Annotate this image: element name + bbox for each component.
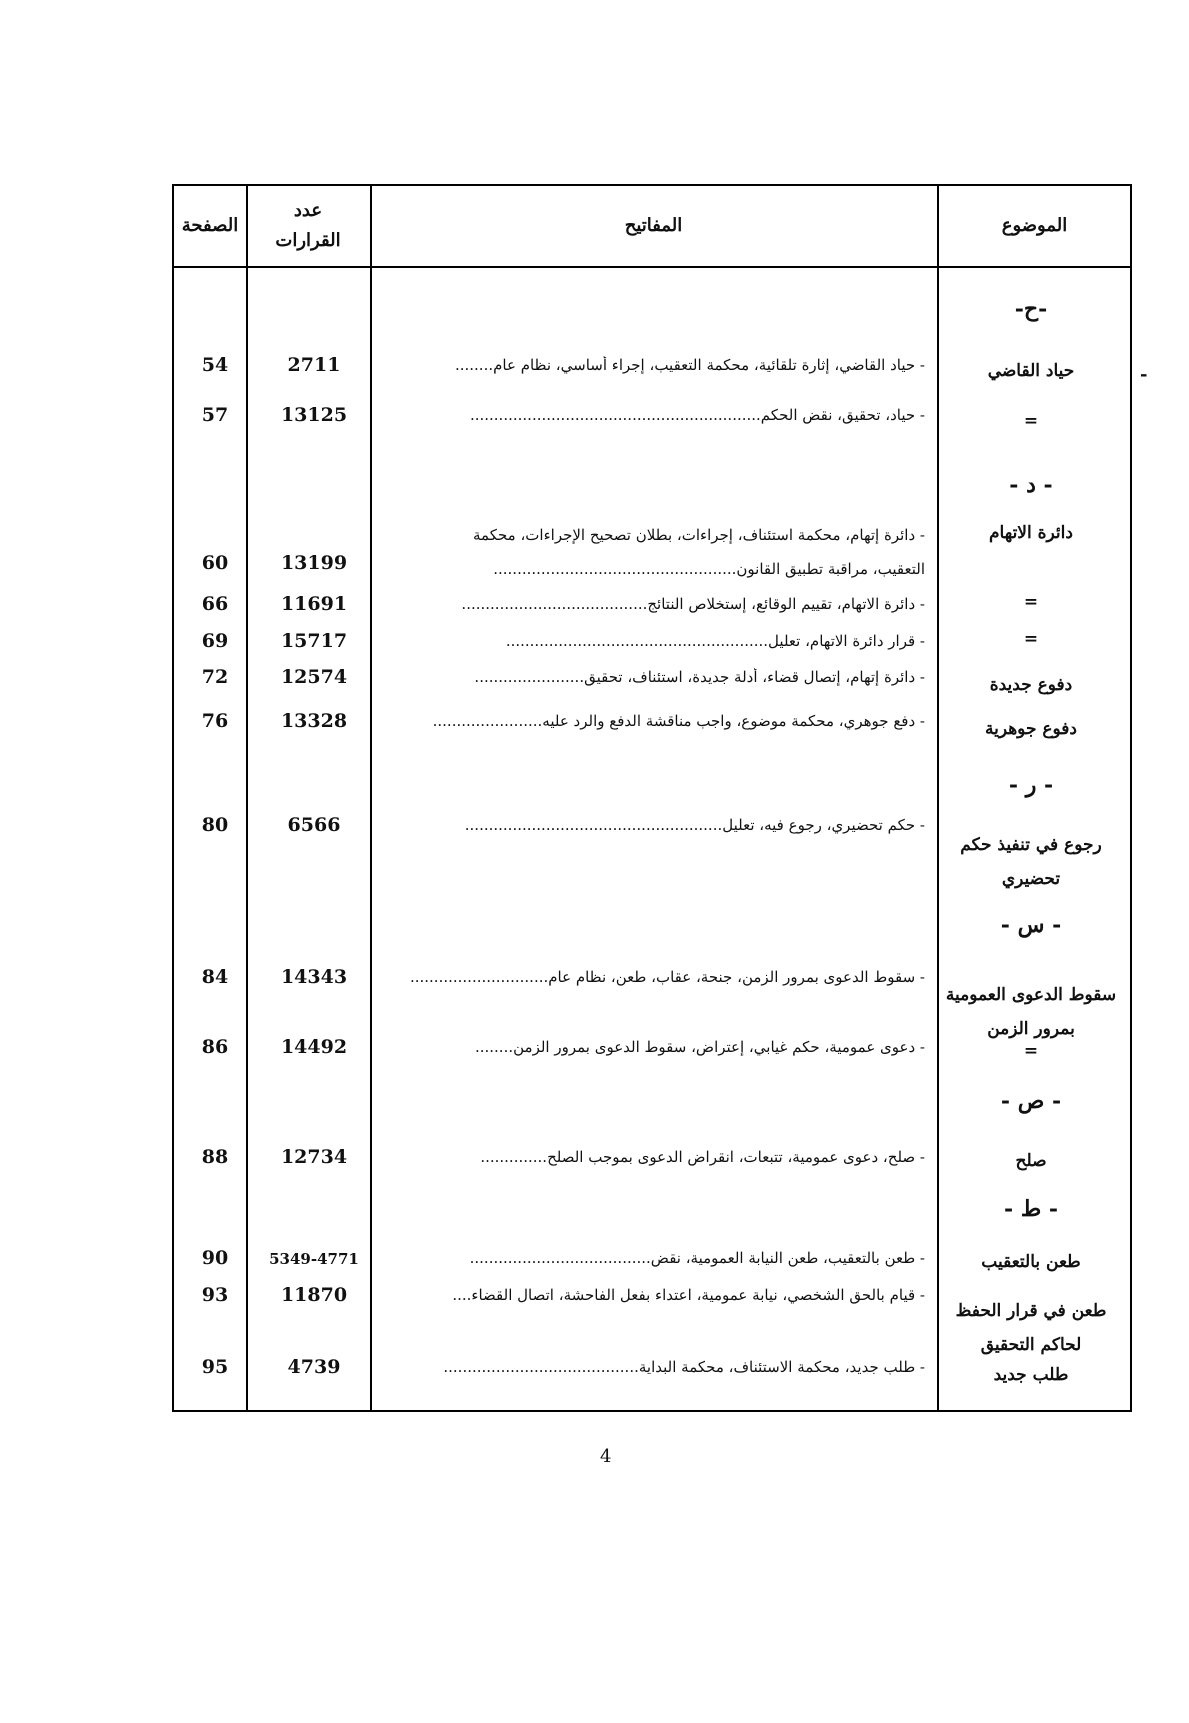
subject-cell: = bbox=[1023, 629, 1039, 649]
subject-cell: = bbox=[1023, 592, 1039, 612]
header-keywords bbox=[370, 186, 937, 266]
subject-cell: = bbox=[1023, 411, 1039, 431]
decision-number-cell: 11691 bbox=[280, 593, 348, 615]
keywords-cell: - حكم تحضيري، رجوع فيه، تعليل...................................................... bbox=[464, 816, 925, 834]
page-number-cell: 88 bbox=[201, 1146, 229, 1168]
page-number-cell: 80 bbox=[201, 814, 229, 836]
header-subject bbox=[937, 186, 1132, 266]
keywords-cell-continued: التعقيب، مراقبة تطبيق القانون................................................... bbox=[493, 560, 925, 578]
page-number-cell: 72 bbox=[201, 666, 229, 688]
subject-cell: صلح bbox=[1015, 1151, 1047, 1171]
page-number-cell: 95 bbox=[201, 1356, 229, 1378]
subject-cell: دفوع جديدة bbox=[989, 675, 1073, 695]
page-number-cell: 60 bbox=[201, 552, 229, 574]
decision-number-cell: 4739 bbox=[287, 1356, 341, 1378]
keywords-cell: - قرار دائرة الاتهام، تعليل....................................................... bbox=[505, 632, 925, 650]
keywords-cell: - دائرة إتهام، محكمة استئناف، إجراءات، بطلان تصحيح الإجراءات، محكمة bbox=[472, 526, 925, 544]
subject-cell: طلب جديد bbox=[993, 1365, 1069, 1385]
page-number-cell: 69 bbox=[201, 630, 229, 652]
decision-number-cell: 15717 bbox=[280, 630, 348, 652]
decision-number-cell: 13125 bbox=[280, 404, 348, 426]
decision-number-cell: 12574 bbox=[280, 666, 348, 688]
decision-number-cell: 6566 bbox=[287, 814, 341, 836]
page-number-cell: 90 bbox=[201, 1247, 229, 1269]
header-page-label: الصفحة bbox=[181, 215, 239, 236]
keywords-cell: - طلب جديد، محكمة الاستئناف، محكمة البداية......................................... bbox=[443, 1358, 925, 1376]
decision-number-cell: 5349-4771 bbox=[269, 1250, 359, 1268]
section-letter: - س - bbox=[1000, 912, 1062, 938]
keywords-cell: - صلح، دعوى عمومية، تتبعات، انقراض الدعوى بموجب الصلح.............. bbox=[480, 1148, 925, 1166]
header-keywords-label: المفاتيح bbox=[624, 215, 683, 236]
page-number-cell: 84 bbox=[201, 966, 229, 988]
keywords-cell: - دائرة إتهام، إتصال قضاء، أدلة جديدة، استئناف، تحقيق....................... bbox=[474, 668, 925, 686]
page-number: 4 bbox=[600, 1446, 612, 1467]
subject-cell: طعن بالتعقيب bbox=[981, 1252, 1081, 1272]
header-subject-label: الموضوع bbox=[1001, 215, 1068, 236]
page-number-cell: 86 bbox=[201, 1036, 229, 1058]
decision-number-cell: 13199 bbox=[280, 552, 348, 574]
decision-number-cell: 13328 bbox=[280, 710, 348, 732]
keywords-cell: - دفع جوهري، محكمة موضوع، واجب مناقشة الدفع والرد عليه....................... bbox=[432, 712, 925, 730]
keywords-cell: - طعن بالتعقيب، طعن النيابة العمومية، نقض...................................... bbox=[469, 1249, 925, 1267]
index-table bbox=[172, 184, 1132, 1412]
decision-number-cell: 2711 bbox=[287, 354, 341, 376]
subject-cell: دائرة الاتهام bbox=[989, 523, 1073, 543]
section-letter: -ح- bbox=[1014, 296, 1048, 322]
decision-number-cell: 12734 bbox=[280, 1146, 348, 1168]
subject-cell: = bbox=[1023, 1041, 1039, 1061]
keywords-cell: - دائرة الاتهام، تقييم الوقائع، إستخلاص النتائج....................................... bbox=[461, 595, 925, 613]
header-decisions-line2: القرارات bbox=[275, 230, 341, 251]
header-page bbox=[174, 186, 246, 266]
page-number-cell: 76 bbox=[201, 710, 229, 732]
subject-cell: دفوع جوهرية bbox=[984, 719, 1078, 739]
keywords-cell: - قيام بالحق الشخصي، نيابة عمومية، اعتداء بفعل الفاحشة، اتصال القضاء.... bbox=[452, 1286, 925, 1304]
subject-cell: طعن في قرار الحفظ لحاكم التحقيق bbox=[955, 1301, 1107, 1355]
header-divider bbox=[174, 266, 1130, 268]
decision-number-cell: 14343 bbox=[280, 966, 348, 988]
decision-number-cell: 11870 bbox=[280, 1284, 348, 1306]
subject-cell: رجوع في تنفيذ حكم تحضيري bbox=[960, 835, 1102, 889]
page-number-cell: 66 bbox=[201, 593, 229, 615]
page-number-cell: 57 bbox=[201, 404, 229, 426]
section-letter: - ط - bbox=[1004, 1196, 1058, 1222]
subject-cell: سقوط الدعوى العمومية بمرور الزمن bbox=[945, 985, 1117, 1039]
section-letter: - ص - bbox=[1000, 1088, 1062, 1114]
keywords-cell: - دعوى عمومية، حكم غيابي، إعتراض، سقوط الدعوى بمرور الزمن........ bbox=[474, 1038, 925, 1056]
header-decisions bbox=[246, 186, 370, 266]
section-letter: - د - bbox=[1009, 472, 1053, 498]
section-letter: - ر - bbox=[1008, 772, 1054, 798]
keywords-cell: - حياد، تحقيق، نقض الحكم............................................................. bbox=[469, 406, 925, 424]
decision-number-cell: 14492 bbox=[280, 1036, 348, 1058]
keywords-cell: - حياد القاضي، إثارة تلقائية، محكمة التعقيب، إجراء أساسي، نظام عام........ bbox=[454, 356, 925, 374]
page-number-cell: 93 bbox=[201, 1284, 229, 1306]
page-number-cell: 54 bbox=[201, 354, 229, 376]
subject-cell: حياد القاضي bbox=[987, 361, 1075, 381]
margin-dash: - bbox=[1140, 364, 1148, 385]
header-decisions-line1: عدد bbox=[293, 200, 323, 221]
keywords-cell: - سقوط الدعوى بمرور الزمن، جنحة، عقاب، طعن، نظام عام............................. bbox=[409, 968, 925, 986]
